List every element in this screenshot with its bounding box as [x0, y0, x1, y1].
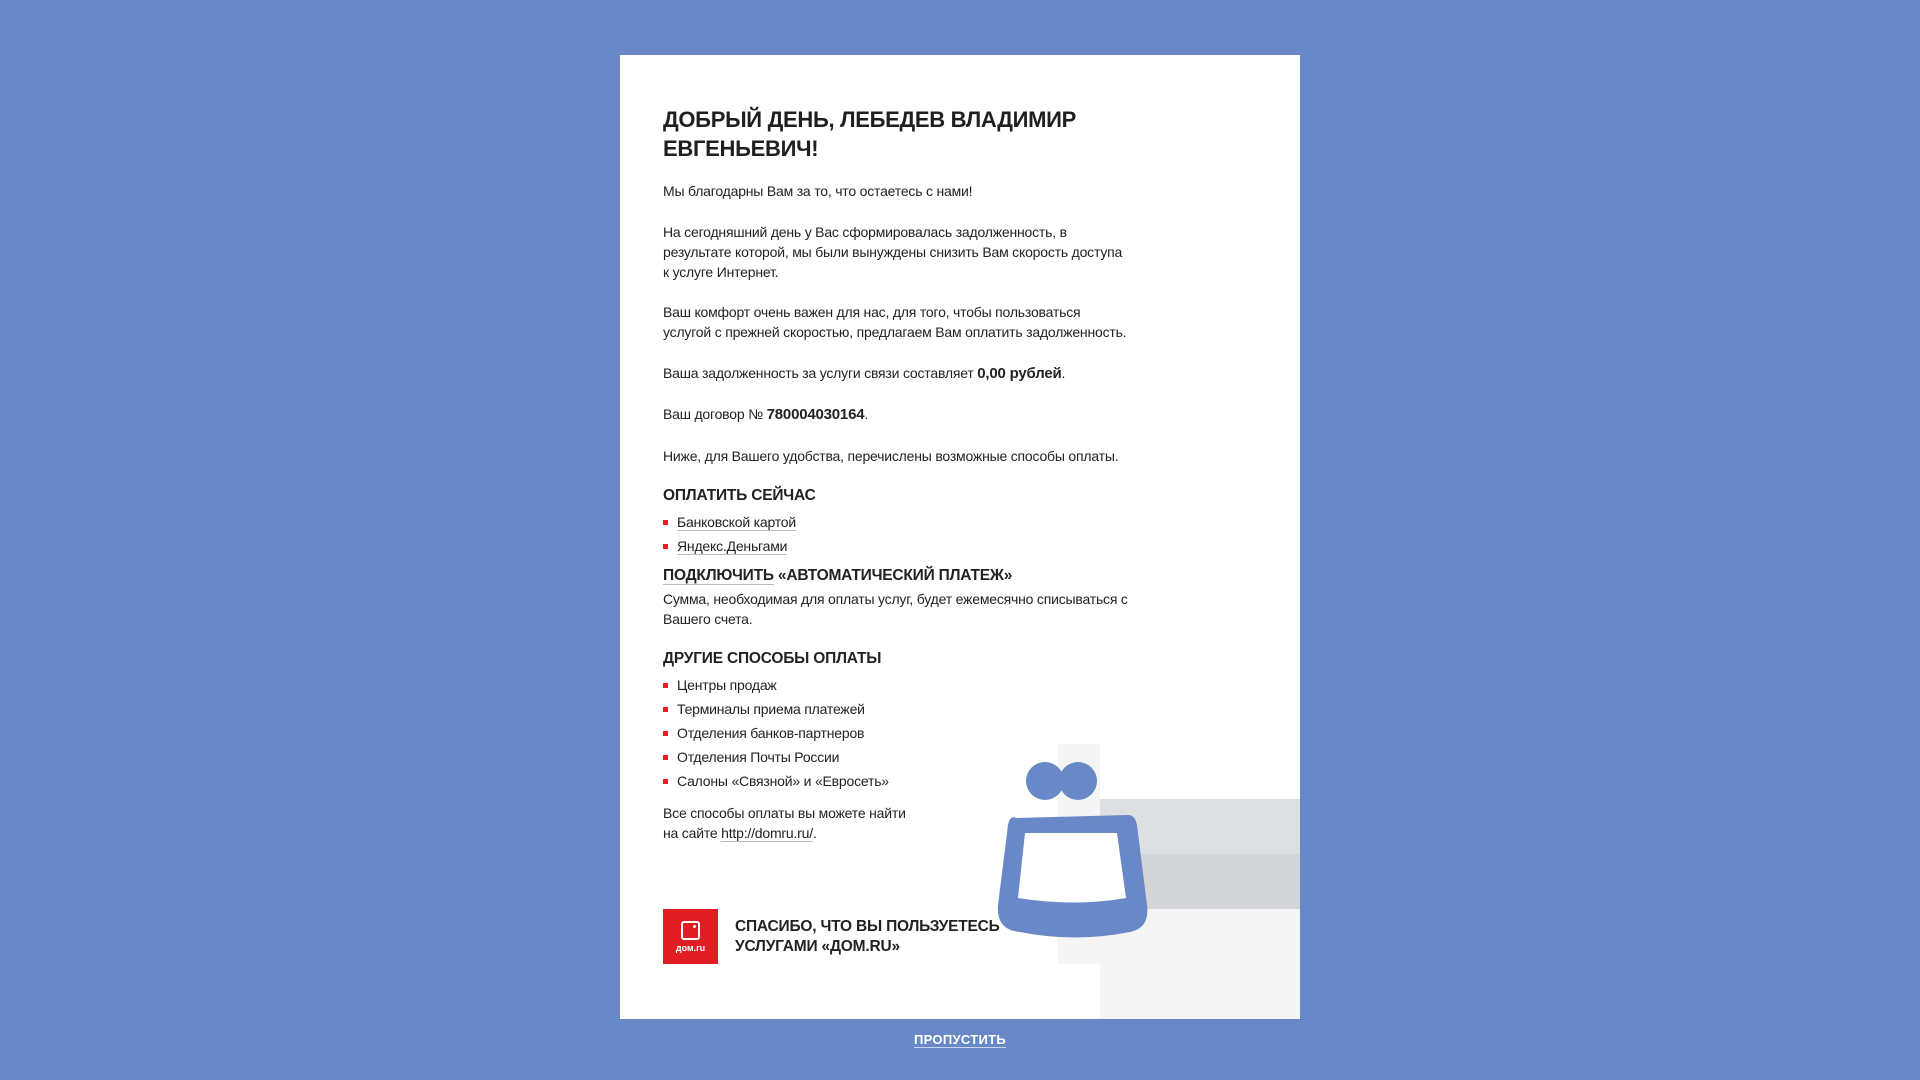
greeting-title [663, 105, 1183, 163]
debt-paragraph [663, 222, 1183, 282]
list-item [663, 510, 1183, 534]
text-line: к услуге Интернет. [663, 264, 779, 280]
list-item [663, 534, 1183, 558]
text-line: Ваш комфорт очень важен для нас, для того, чтобы пользоваться [663, 304, 1081, 320]
list-item: Отделения банков-партнеров [663, 721, 1183, 745]
punct: . [864, 406, 869, 422]
heading-text: «АВТОМАТИЧЕСКИЙ ПЛАТЕЖ» [773, 567, 1013, 584]
text-line: Все способы оплаты вы можете найти [663, 805, 906, 821]
label: на сайте [663, 825, 722, 841]
autopay-heading [663, 566, 1183, 586]
pay-now-heading: ОПЛАТИТЬ СЕЙЧАС [663, 487, 816, 504]
other-methods-list [663, 673, 1183, 793]
methods-intro: Ниже, для Вашего удобства, перечислены возможные способы оплаты. [663, 448, 1119, 464]
text-line: СПАСИБО, ЧТО ВЫ ПОЛЬЗУЕТЕСЬ [735, 917, 1000, 935]
skip-button[interactable]: ПРОПУСТИТЬ [913, 1032, 1007, 1047]
skip-container [0, 1031, 1920, 1049]
label: Ваш договор № [663, 406, 767, 422]
text-line: результате которой, мы были вынуждены снизить Вам скорость доступа [663, 244, 1123, 260]
list-item: Терминалы приема платежей [663, 697, 1183, 721]
list-item: Отделения Почты России [663, 745, 1183, 769]
yandex-money-link[interactable]: Яндекс.Деньгами [677, 538, 788, 554]
contract-value: 780004030164 [766, 406, 865, 423]
thanks-text: Мы благодарны Вам за то, что остаетесь с нами! [663, 183, 973, 199]
bank-card-link[interactable]: Банковской картой [677, 514, 796, 530]
autopay-connect-link[interactable]: ПОДКЛЮЧИТЬ [663, 567, 774, 584]
footer [663, 909, 1000, 964]
comfort-paragraph [663, 302, 1183, 342]
punct: . [1061, 365, 1066, 381]
text-line: Вашего счета. [663, 611, 753, 627]
logo-house-icon [681, 921, 700, 940]
domru-site-link[interactable]: http://domru.ru/ [721, 825, 813, 841]
other-methods-heading: ДРУГИЕ СПОСОБЫ ОПЛАТЫ [663, 650, 882, 667]
text-line [663, 823, 1183, 843]
all-ways-text [663, 803, 1183, 843]
domru-logo [663, 909, 718, 964]
pay-now-list [663, 510, 1183, 558]
list-item: Центры продаж [663, 673, 1183, 697]
text-line: Сумма, необходимая для оплаты услуг, будет ежемесячно списываться с [663, 591, 1128, 607]
punct: . [812, 825, 817, 841]
title-line: ДОБРЫЙ ДЕНЬ, ЛЕБЕДЕВ ВЛАДИМИР [663, 107, 1077, 132]
letter-content [663, 105, 1183, 843]
notification-card [620, 55, 1300, 1019]
title-line: ЕВГЕНЬЕВИЧ! [663, 136, 819, 161]
autopay-text [663, 589, 1183, 629]
text-line: услугой с прежней скоростью, предлагаем Вам оплатить задолженность. [663, 324, 1127, 340]
list-item: Салоны «Связной» и «Евросеть» [663, 769, 1183, 793]
contract-number [663, 404, 1183, 425]
debt-amount [663, 363, 1183, 384]
debt-value: 0,00 рублей [977, 365, 1062, 382]
footer-thanks [735, 917, 1000, 957]
logo-text: дом.ru [675, 942, 706, 953]
text-line: УСЛУГАМИ «ДОМ.RU» [735, 937, 900, 955]
text-line: На сегодняшний день у Вас сформировалась задолженность, в [663, 224, 1067, 240]
label: Ваша задолженность за услуги связи составляет [663, 365, 978, 381]
